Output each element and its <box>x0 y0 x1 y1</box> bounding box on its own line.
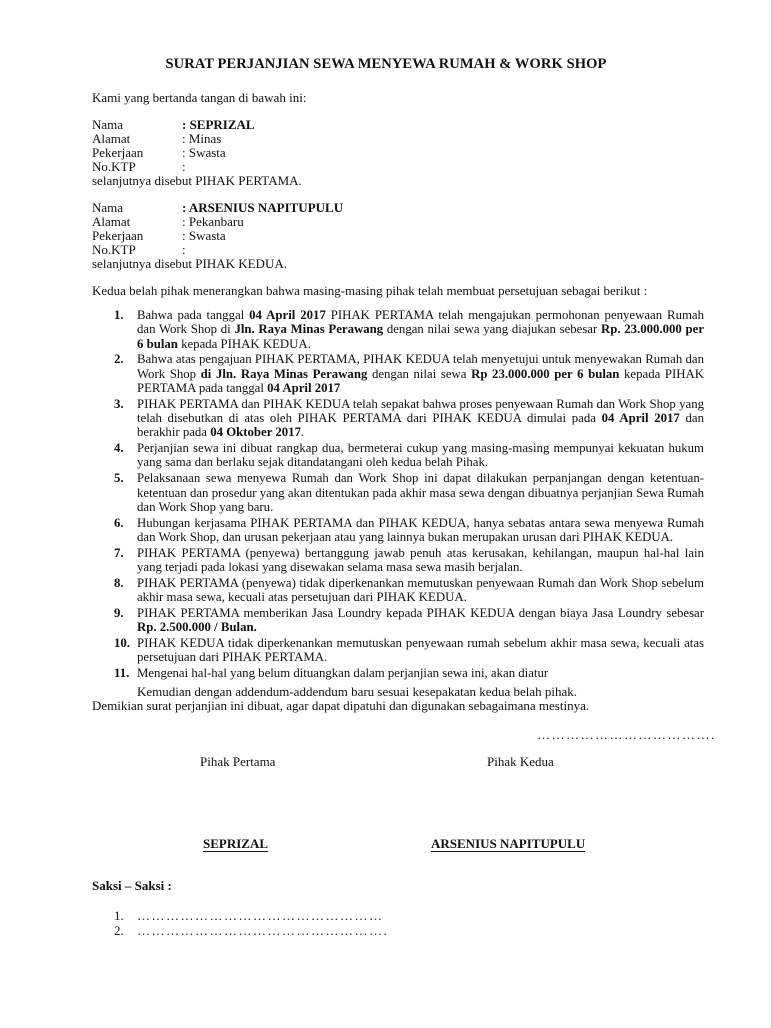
party-2-address-label: Alamat <box>92 214 131 229</box>
party-2-occupation-label: Pekerjaan <box>92 228 144 243</box>
agreement-item-text: PIHAK PERTAMA memberikan Jasa Loundry kepada PIHAK KEDUA dengan biaya Jasa Loundry sebesar <box>137 605 704 620</box>
party-1-name: : SEPRIZAL <box>182 117 255 132</box>
agreement-item-text: PIHAK KEDUA tidak diperkenankan memutuskan penyewaan rumah sebelum akhir masa sewa, kecuali atas persetujuan dari PIHAK PERTAMA. <box>137 636 704 665</box>
agreement-item <box>92 308 704 351</box>
agreement-item-text: PIHAK PERTAMA (penyewa) bertanggung jawab penuh atas kerusakan, kehilangan, maupun hal-hal lain yang terjadi pada lokasi yang disewakan selama masa sewa masih berjalan. <box>137 545 704 575</box>
agreement-item-text: dengan nilai sewa yang diajukan sebesar <box>383 322 601 337</box>
agreement-item-text: . <box>300 425 305 440</box>
agreement-item-number: 7. <box>114 545 124 560</box>
agreement-item-number: 9. <box>114 605 124 620</box>
party-2-address: : Pekanbaru <box>182 214 244 229</box>
agreement-item-text: PIHAK PERTAMA (penyewa) tidak diperkenankan memutuskan penyewaan Rumah dan Work Shop sebelum akhir masa sewa, kecuali atas persetujuan dari PIHAK KEDUA. <box>137 575 704 605</box>
agreement-item-number: 3. <box>114 396 124 411</box>
agreement-item-number: 4. <box>114 441 124 456</box>
party-1-occupation-label: Pekerjaan <box>92 145 144 160</box>
agreement-item <box>92 471 704 514</box>
second-party-role: Pihak Kedua <box>487 754 554 769</box>
agreement-item-text: dan berakhir pada <box>137 411 704 440</box>
place-date-line: ………………………………. <box>537 727 716 742</box>
agreement-item-number: 11. <box>114 666 130 681</box>
agreement-item-text: kepada PIHAK KEDUA. <box>177 336 311 351</box>
agreement-item <box>92 666 704 680</box>
party-1-name-label: Nama <box>92 117 124 132</box>
agreement-item-emphasis: 04 April 2017 <box>601 411 680 426</box>
agreement-item-emphasis: Rp. 23.000.000 per 6 bulan <box>137 322 704 351</box>
agreement-item-text: Bahwa pada tanggal <box>137 308 250 322</box>
agreement-item <box>92 546 704 575</box>
party-1-occupation: : Swasta <box>182 145 226 160</box>
agreement-item-emphasis: Rp 23.000.000 per 6 bulan <box>471 366 620 381</box>
agreement-item-text: Perjanjian sewa ini dibuat rangkap dua, bermeterai cukup yang masing-masing mempunyai kekuatan hukum yang sama dan berlaku sejak ditandatangani oleh kedua belah Pihak. <box>137 441 704 470</box>
agreement-intro: Kedua belah pihak menerangkan bahwa masing-masing pihak telah membuat persetujuan sebagai berikut : <box>92 283 648 298</box>
agreement-item-text: kepada PIHAK PERTAMA pada tanggal <box>137 366 704 395</box>
agreement-items-list <box>92 308 704 682</box>
agreement-item <box>92 636 704 665</box>
party-2-name-label: Nama <box>92 200 124 215</box>
party-2-ktp: : <box>182 242 186 257</box>
party-2-name: : ARSENIUS NAPITUPULU <box>182 200 344 215</box>
party-2-designation: selanjutnya disebut PIHAK KEDUA. <box>92 256 287 271</box>
agreement-item-text: Hubungan kerjasama PIHAK PERTAMA dan PIHAK KEDUA, hanya sebatas antara sewa menyewa Rumah dan Work Shop, dan urusan pekerjaan atau yang lainnya bukan merupakan urusan dari PIHAK KEDUA. <box>137 515 704 544</box>
document-title: SURAT PERJANJIAN SEWA MENYEWA RUMAH & WORK SHOP <box>165 56 607 72</box>
party-1-address: : Minas <box>182 131 222 146</box>
agreement-item-text: dengan nilai sewa <box>367 366 472 381</box>
agreement-item-emphasis: 04 April 2017 <box>249 308 326 322</box>
agreement-item-text: PIHAK PERTAMA telah mengajukan permohonan penyewaan Rumah dan Work Shop di <box>137 308 705 337</box>
agreement-item <box>92 516 704 545</box>
closing-statement: Demikian surat perjanjian ini dibuat, agar dapat dipatuhi dan digunakan sebagaimana mestinya. <box>92 698 590 713</box>
witness-2-line: ……………………………………………. <box>137 923 389 938</box>
witness-1-number: 1. <box>114 908 124 923</box>
agreement-item <box>92 606 704 635</box>
agreement-item-number: 5. <box>114 471 124 486</box>
witness-heading: Saksi – Saksi : <box>92 878 172 893</box>
agreement-item-emphasis: di Jln. Raya Minas Perawang <box>200 366 368 381</box>
witness-2-number: 2. <box>114 923 124 938</box>
party-2-occupation: : Swasta <box>182 228 226 243</box>
agreement-item <box>92 441 704 470</box>
agreement-item-emphasis: 04 Oktober 2017 <box>210 425 301 440</box>
agreement-item-text: Bahwa atas pengajuan PIHAK PERTAMA, PIHAK KEDUA telah menyetujui untuk menyewakan Rumah dan Work Shop <box>137 352 704 381</box>
second-party-signature-name: ARSENIUS NAPITUPULU <box>431 836 586 851</box>
party-1-ktp: : <box>182 159 186 174</box>
agreement-item-number: 8. <box>114 575 124 590</box>
party-1-ktp-label: No.KTP <box>92 159 136 174</box>
agreement-item-text: Mengenai hal-hal yang belum dituangkan dalam perjanjian sewa ini, akan diatur <box>137 666 549 681</box>
agreement-item-emphasis: 04 April 2017 <box>267 380 341 395</box>
agreement-item <box>92 397 704 440</box>
party-1-address-label: Alamat <box>92 131 131 146</box>
agreement-item-number: 2. <box>114 352 124 367</box>
agreement-item-text: Pelaksanaan sewa menyewa Rumah dan Work Shop ini dapat dilakukan perpanjangan dengan ketentuan-ketentuan dan prosedur yang akan ditentukan pada akhir masa sewa dengan dibuatnya perjanjian Sewa Rumah dan Work Shop yang baru. <box>137 471 704 514</box>
agreement-item-number: 10. <box>114 636 130 651</box>
agreement-item-number: 6. <box>114 515 124 530</box>
witness-1-line: …………………………………………… <box>137 908 384 923</box>
agreement-item <box>92 576 704 605</box>
closing-addendum: Kemudian dengan addendum-addendum baru sesuai kesepakatan kedua belah pihak. <box>137 684 578 699</box>
first-party-signature-name: SEPRIZAL <box>203 836 269 851</box>
agreement-item-text: PIHAK PERTAMA dan PIHAK KEDUA telah sepakat bahwa proses penyewaan Rumah dan Work Shop yang telah disebutkan di atas oleh PIHAK PERTAMA dari PIHAK KEDUA dimulai pada <box>137 396 704 426</box>
party-1-designation: selanjutnya disebut PIHAK PERTAMA. <box>92 173 302 188</box>
agreement-item-emphasis: Jln. Raya Minas Perawang <box>234 322 384 337</box>
agreement-item-number: 1. <box>114 308 124 322</box>
intro-text: Kami yang bertanda tangan di bawah ini: <box>92 90 307 105</box>
party-2-ktp-label: No.KTP <box>92 242 136 257</box>
agreement-item-emphasis: Rp. 2.500.000 / Bulan. <box>137 620 257 635</box>
first-party-role: Pihak Pertama <box>200 754 276 769</box>
agreement-item <box>92 352 704 395</box>
